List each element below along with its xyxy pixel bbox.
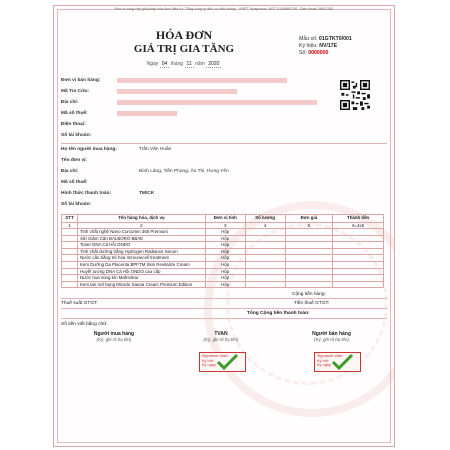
- seller-phone-row: Điện thoại:: [61, 122, 86, 127]
- table-index-row: 1 2 3 4 5 6=4x5: [62, 222, 384, 229]
- amount-in-words-label: Số tiền viết bằng chữ:: [61, 322, 108, 327]
- header-amount: Thành tiền: [333, 215, 384, 223]
- buyer-person-row: Họ tên người mua hàng: Trần Văn Huấn: [61, 147, 172, 152]
- seller-signature-stamp: Signature Valid Ký bởi: Ký ngày:: [314, 352, 361, 372]
- invoice-meta: Mẫu số: 01GTKT0/001 Ký hiệu: NV/17E Số: 0000000: [299, 36, 352, 56]
- qr-code: [340, 80, 370, 110]
- seller-account-row: Số tài khoản:: [61, 133, 92, 138]
- table-row: Huyết tương DNA Cá Hồi ONDO cao cấp Hộp: [62, 268, 384, 275]
- table-row: Sữi Giảm Cân BALBORO BBAE Hộp: [62, 235, 384, 242]
- divider: [61, 143, 387, 144]
- buyer-unit-row: Tên đơn vị:: [61, 158, 88, 163]
- provider-note: Đơn vị cung cấp giải pháp hóa đơn điện tử: Tổng công ty dịch vụ viễn thông - VNPT Vinaphone, MST 0106869738 - Điện thoại 18001260: [114, 7, 334, 11]
- vat-label: Tiền thuế GTGT:: [294, 301, 330, 306]
- table-row: Nước cân bằng trẻ hóa Immunecell treatment Hộp: [62, 255, 384, 262]
- tvan-signature-stamp: Signature Valid Ký bởi: Ký ngày:: [199, 352, 246, 372]
- items-table: [61, 214, 384, 288]
- check-icon: [330, 353, 354, 371]
- table-row: Tinh chất nghệ Nano Curcumin 365 Premium Hộp: [62, 229, 384, 236]
- grand-total-label: Tổng Cộng tiền thanh toán:: [247, 311, 310, 316]
- invoice-title: HÓA ĐƠN: [155, 28, 213, 42]
- invoice-sheet: [53, 5, 395, 447]
- seller-address-row: Địa chỉ:: [61, 100, 78, 105]
- buyer-address-row: Địa chỉ: Bình Lăng, Tiền Phong, Ân Thi, Hưng Yên: [61, 169, 229, 174]
- header-unit: Đơn vị tính: [205, 215, 245, 223]
- header-price: Đơn giá: [285, 215, 333, 223]
- vat-rate-label: Thuế suất GTGT:: [61, 301, 98, 306]
- table-row: Nước hoa vùng kín Mafredeur Hộp: [62, 275, 384, 282]
- header-stt: STT: [62, 215, 78, 223]
- header-name: Tên hàng hóa, dịch vụ: [77, 215, 205, 223]
- table-row: Kem Dưỡng Da Placenta BPFTM Skin Revitalize Cream Hộp: [62, 262, 384, 269]
- header-qty: Số lượng: [245, 215, 285, 223]
- seller-code-row: Mã Tra Cứu:: [61, 89, 89, 94]
- subtotal-label: Cộng tiền hàng:: [292, 292, 326, 297]
- seller-name-row: Đơn vị bán hàng:: [61, 78, 100, 83]
- invoice-subtitle: GIÁ TRỊ GIA TĂNG: [133, 43, 235, 55]
- tvan-signature: TVAN (Ký, ghi rõ họ tên): [203, 331, 239, 342]
- table-row: Toner DNA Cá Hồi ONDO Hộp: [62, 242, 384, 249]
- seller-tax-row: Mã số thuế:: [61, 111, 88, 116]
- buyer-payment-row: Hình thức thanh toán: TM/CK: [61, 191, 155, 196]
- check-icon: [215, 353, 239, 371]
- buyer-account-row: Số tài khoản:: [61, 202, 92, 207]
- table-row: Tinh chất dưỡng trắng Hydrogen Radiance Serum Hộp: [62, 248, 384, 255]
- table-row: Kem tan mỡ bụng Miracle Sauna Cream Premium Edition Hộp: [62, 281, 384, 288]
- invoice-date: Ngày 04 tháng 11 năm 2020: [146, 61, 220, 67]
- seller-signature: Người bán hàng (Ký, ghi rõ họ tên): [312, 331, 351, 342]
- table-header-row: [62, 215, 384, 223]
- buyer-tax-row: Mã số thuế:: [61, 180, 88, 185]
- buyer-signature: Người mua hàng (Ký, ghi rõ họ tên): [93, 331, 135, 342]
